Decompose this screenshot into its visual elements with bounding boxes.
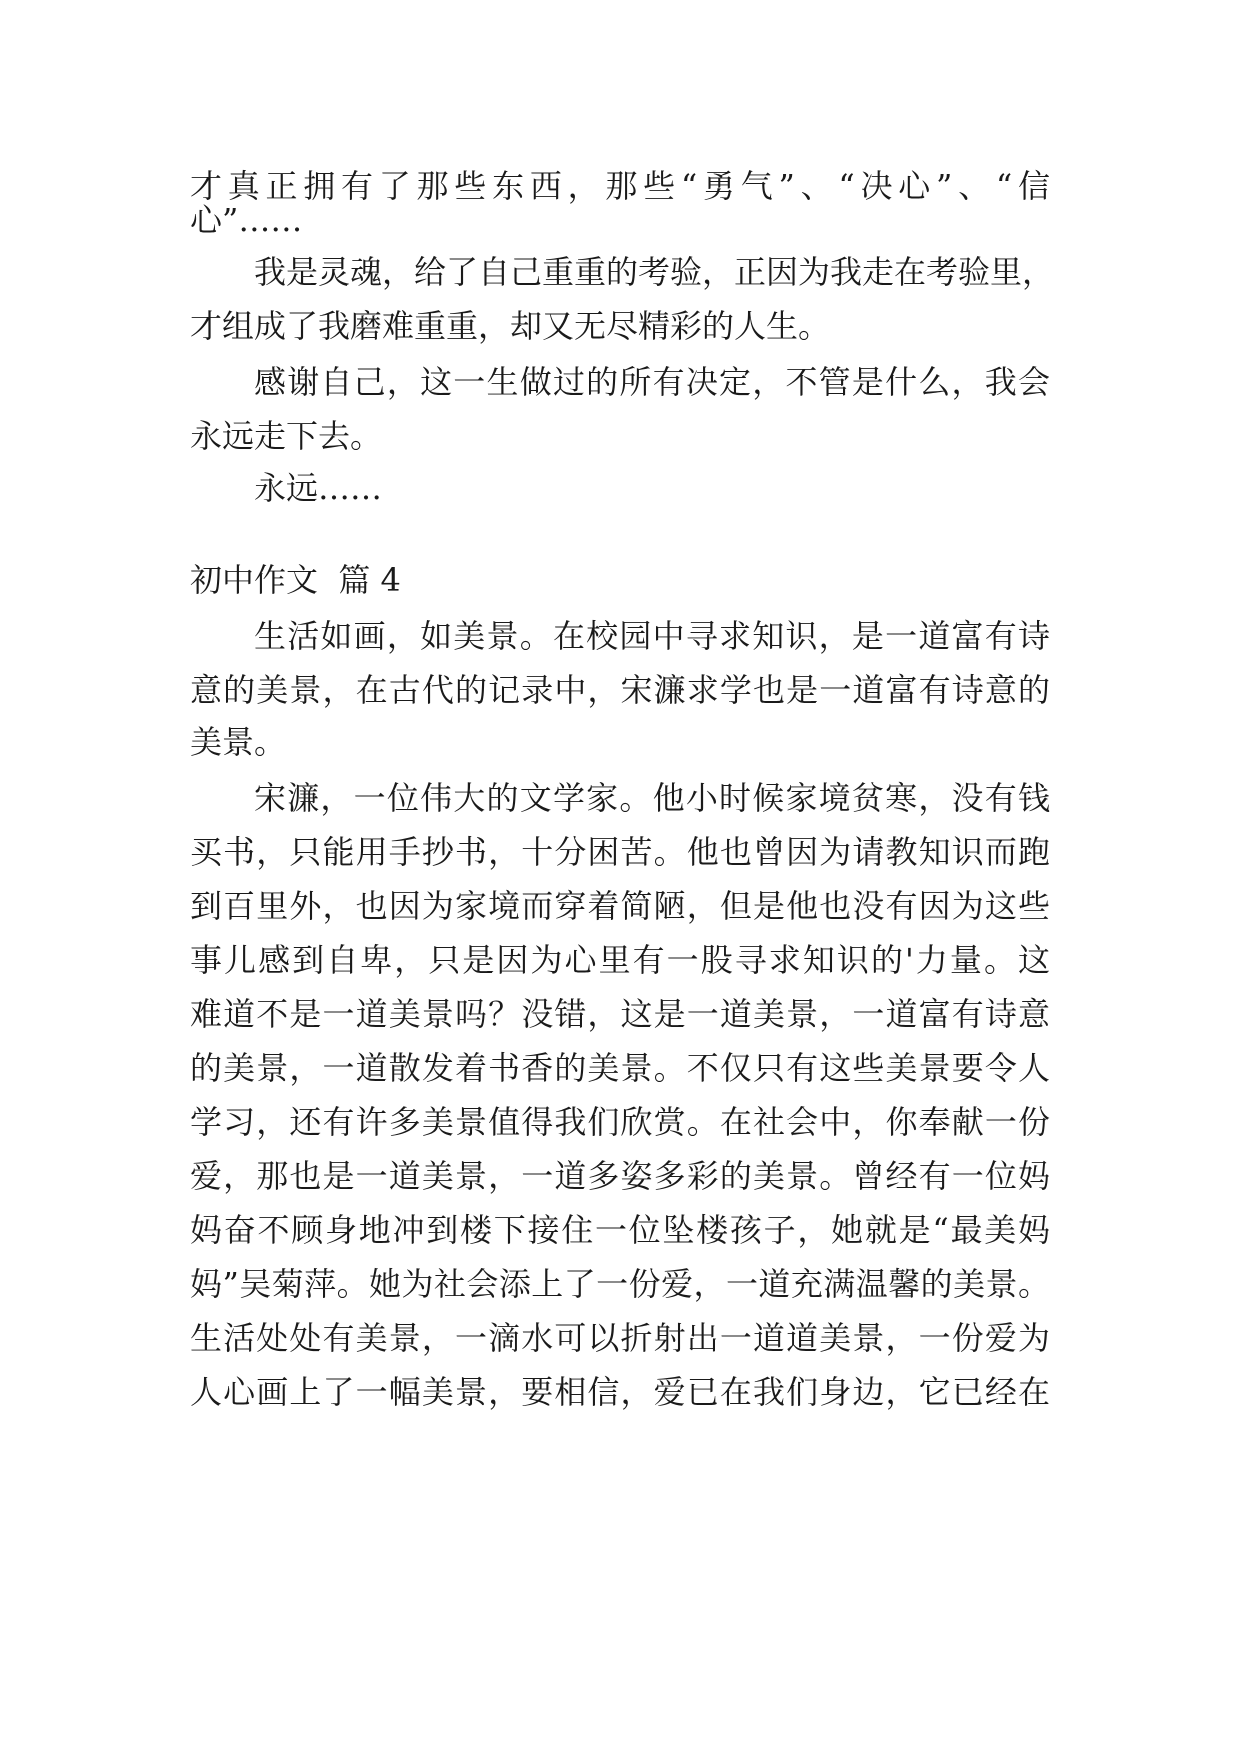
text-line: 事儿感到自卑，只是因为心里有一股寻求知识的'力量。这	[190, 941, 1050, 979]
text-line: 人心画上了一幅美景，要相信，爱已在我们身边，它已经在	[190, 1373, 1050, 1411]
section-heading: 初中作文 篇 4	[190, 561, 401, 599]
text-line: 永远走下去。	[190, 417, 383, 455]
text-line: 意的美景，在古代的记录中，宋濂求学也是一道富有诗意的	[190, 671, 1050, 709]
text-line: 生活处处有美景，一滴水可以折射出一道道美景，一份爱为	[190, 1319, 1050, 1357]
text-line: 才组成了我磨难重重，却又无尽精彩的人生。	[190, 307, 831, 345]
text-line: 生活如画，如美景。在校园中寻求知识，是一道富有诗	[254, 617, 1050, 655]
text-line: 妈”吴菊萍。她为社会添上了一份爱，一道充满温馨的美景。	[190, 1265, 1050, 1303]
text-line: 才真正拥有了那些东西，那些“勇气”、“决心”、“信	[190, 167, 1050, 205]
text-line: 心”……	[190, 201, 303, 239]
text-line: 永远……	[254, 469, 383, 507]
text-line: 爱，那也是一道美景，一道多姿多彩的美景。曾经有一位妈	[190, 1157, 1050, 1195]
text-line: 买书，只能用手抄书，十分困苦。他也曾因为请教知识而跑	[190, 833, 1050, 871]
text-line: 美景。	[190, 723, 287, 761]
text-line: 我是灵魂，给了自己重重的考验，正因为我走在考验里，	[254, 253, 1055, 291]
text-line: 宋濂，一位伟大的文学家。他小时候家境贫寒，没有钱	[254, 779, 1050, 817]
text-line: 到百里外，也因为家境而穿着简陋，但是他也没有因为这些	[190, 887, 1050, 925]
text-line: 感谢自己，这一生做过的所有决定，不管是什么，我会	[254, 363, 1050, 401]
text-line: 学习，还有许多美景值得我们欣赏。在社会中，你奉献一份	[190, 1103, 1050, 1141]
text-line: 妈奋不顾身地冲到楼下接住一位坠楼孩子，她就是“最美妈	[190, 1211, 1050, 1249]
text-line: 难道不是一道美景吗？没错，这是一道美景，一道富有诗意	[190, 995, 1050, 1033]
text-line: 的美景，一道散发着书香的美景。不仅只有这些美景要令人	[190, 1049, 1050, 1087]
